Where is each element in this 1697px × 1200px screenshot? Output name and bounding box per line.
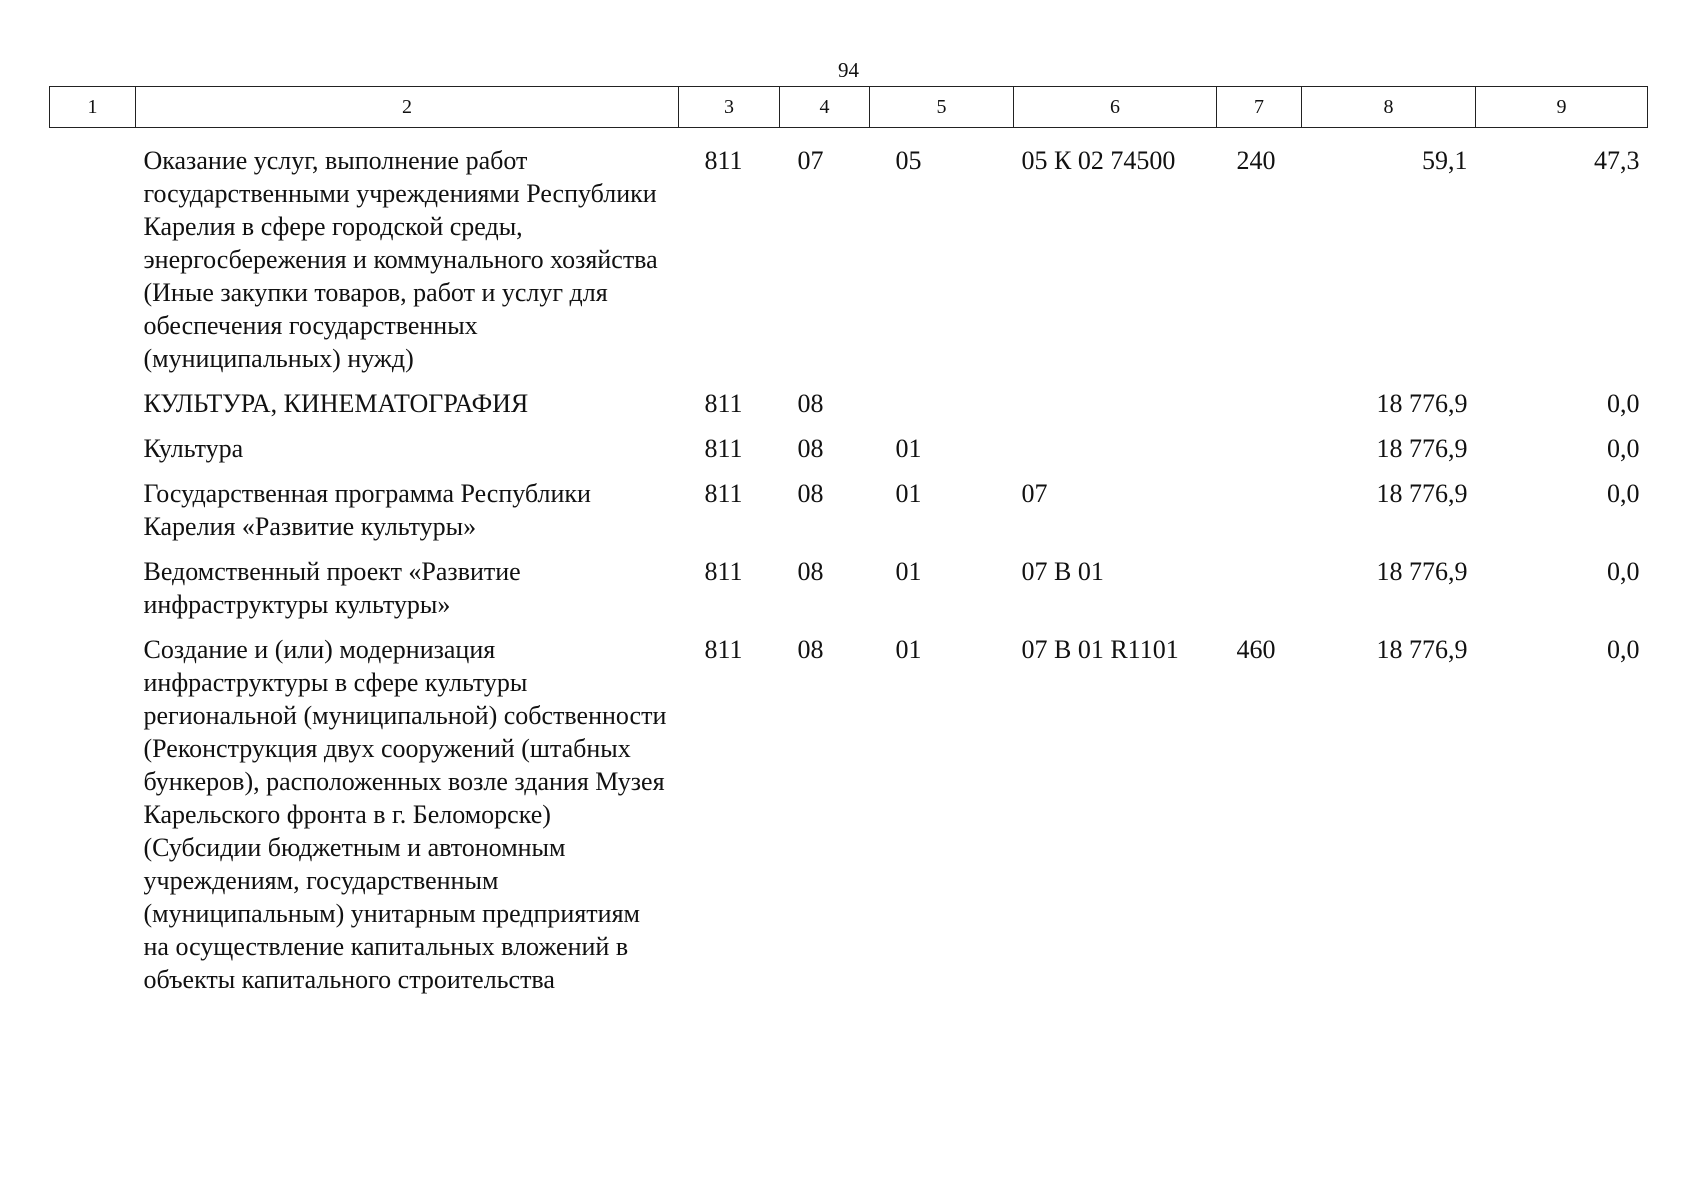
- page-number: 94: [838, 58, 859, 82]
- row-amount-col8: 18 776,9: [1376, 635, 1468, 664]
- row-amount-col9: 0,0: [1607, 557, 1640, 586]
- row-target-article-code: 07 В 01 R1101: [1021, 635, 1179, 664]
- column-number-5: 5: [870, 87, 1014, 128]
- row-grbs-code: 811: [704, 557, 743, 586]
- row-amount-col8: 18 776,9: [1376, 389, 1468, 418]
- row-target-article-code: 07 В 01: [1021, 557, 1104, 586]
- row-subsection-code: [870, 387, 1014, 432]
- row-name: Государственная программа Республики Карелия «Развитие культуры»: [143, 479, 591, 541]
- row-expense-type-code: [1217, 432, 1302, 477]
- row-amount-col9: 0,0: [1607, 389, 1640, 418]
- table-row: [50, 555, 1648, 633]
- row-target-article-code: [1014, 387, 1217, 432]
- row-name: Оказание услуг, выполнение работ государственными учреждениями Республики Карелия в сфере городской среды, энергосбережения и коммунального хозяйства (Иные закупки товаров, работ и услуг для обеспечения государственных (муниципальных) нужд): [143, 146, 658, 373]
- row-index-cell: [50, 633, 136, 1008]
- row-name: Создание и (или) модернизация инфраструктуры в сфере культуры региональной (муниципальной) собственности (Реконструкция двух сооружений (штабных бункеров), расположенных возле здания Музея Карельского фронта в г. Беломорске) (Субсидии бюджетным и автономным учреждениям, государственным (муниципальным) унитарным предприятиям на осуществление капитальных вложений в объекты капитального строительства: [143, 635, 667, 994]
- row-grbs-code: 811: [704, 434, 743, 463]
- budget-table: [49, 86, 1648, 1008]
- row-expense-type-code: 240: [1236, 146, 1276, 175]
- row-subsection-code: 01: [895, 557, 922, 586]
- row-section-code: 08: [797, 434, 824, 463]
- row-expense-type-code: [1217, 555, 1302, 633]
- column-number-9: 9: [1476, 87, 1648, 128]
- row-section-code: 08: [797, 479, 824, 508]
- table-row: [50, 387, 1648, 432]
- row-section-code: 08: [797, 635, 824, 664]
- row-subsection-code: 01: [895, 434, 922, 463]
- row-amount-col9: 0,0: [1607, 479, 1640, 508]
- row-amount-col8: 18 776,9: [1376, 479, 1468, 508]
- column-number-6: 6: [1014, 87, 1217, 128]
- row-section-code: 08: [797, 389, 824, 418]
- row-amount-col9: 47,3: [1594, 146, 1640, 175]
- row-grbs-code: 811: [704, 635, 743, 664]
- row-amount-col8: 18 776,9: [1376, 557, 1468, 586]
- row-amount-col8: 18 776,9: [1376, 434, 1468, 463]
- row-name: КУЛЬТУРА, КИНЕМАТОГРАФИЯ: [143, 389, 529, 418]
- column-number-8: 8: [1302, 87, 1476, 128]
- row-expense-type-code: [1217, 387, 1302, 432]
- row-section-code: 07: [797, 146, 824, 175]
- row-name: Культура: [143, 434, 244, 463]
- table-row: [50, 633, 1648, 1008]
- row-grbs-code: 811: [704, 146, 743, 175]
- column-number-3: 3: [679, 87, 780, 128]
- table-row: [50, 477, 1648, 555]
- column-number-header-row: [50, 87, 1648, 128]
- row-expense-type-code: 460: [1236, 635, 1276, 664]
- row-amount-col9: 0,0: [1607, 635, 1640, 664]
- row-name: Ведомственный проект «Развитие инфраструктуры культуры»: [143, 557, 521, 619]
- row-subsection-code: 01: [895, 635, 922, 664]
- row-target-article-code: 05 К 02 74500: [1021, 146, 1176, 175]
- row-target-article-code: [1014, 432, 1217, 477]
- row-index-cell: [50, 477, 136, 555]
- row-section-code: 08: [797, 557, 824, 586]
- row-grbs-code: 811: [704, 389, 743, 418]
- table-row: [50, 432, 1648, 477]
- row-subsection-code: 01: [895, 479, 922, 508]
- row-subsection-code: 05: [895, 146, 922, 175]
- row-expense-type-code: [1217, 477, 1302, 555]
- row-index-cell: [50, 387, 136, 432]
- row-target-article-code: 07: [1021, 479, 1048, 508]
- row-grbs-code: 811: [704, 479, 743, 508]
- column-number-1: 1: [50, 87, 136, 128]
- column-number-7: 7: [1217, 87, 1302, 128]
- row-amount-col9: 0,0: [1607, 434, 1640, 463]
- row-index-cell: [50, 128, 136, 388]
- row-index-cell: [50, 432, 136, 477]
- row-index-cell: [50, 555, 136, 633]
- column-number-4: 4: [780, 87, 870, 128]
- table-row: [50, 128, 1648, 388]
- row-amount-col8: 59,1: [1422, 146, 1468, 175]
- column-number-2: 2: [136, 87, 679, 128]
